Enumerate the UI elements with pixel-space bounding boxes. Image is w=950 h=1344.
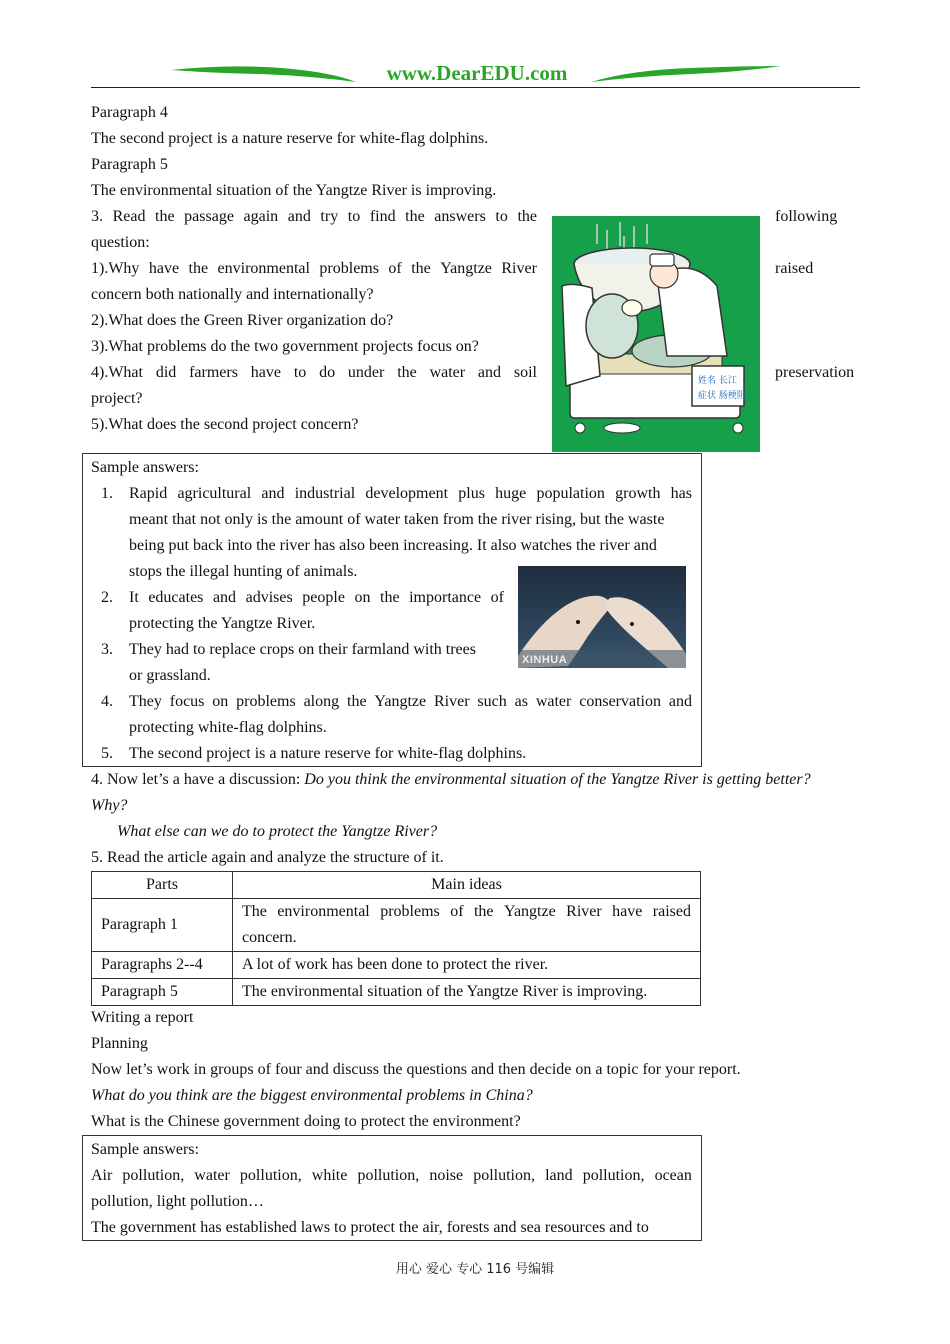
word: of <box>388 260 402 277</box>
word: It <box>129 589 139 606</box>
paragraph-text: The second project is a nature reserve for white-flag dolphins. <box>91 130 489 147</box>
word: water <box>535 693 572 710</box>
sample-answers-box-2 <box>82 1135 702 1241</box>
word: noise <box>429 1167 464 1184</box>
word: people <box>302 589 345 606</box>
word: and <box>261 485 285 502</box>
writing-subtitle: Planning <box>91 1035 148 1052</box>
word: and <box>477 364 502 381</box>
site-logo[interactable]: www.DearEDU.com <box>386 61 568 85</box>
answer-1-line: stops the illegal hunting of animals. <box>129 563 358 580</box>
word: environmental <box>217 260 310 277</box>
word: to <box>293 364 307 381</box>
cartoon-illustration-icon <box>552 216 760 452</box>
word: soil <box>513 364 537 381</box>
question-2: 2).What does the Green River organization do? <box>91 312 394 329</box>
word: have <box>250 364 281 381</box>
column-header-main-ideas: Main ideas <box>233 872 701 899</box>
word: conservation <box>579 693 661 710</box>
word: to <box>495 208 508 225</box>
table-cell-part: Paragraph 5 <box>92 979 233 1006</box>
word: pollution, <box>582 1167 645 1184</box>
word: Yangtze <box>440 260 492 277</box>
answer-number: 5. <box>101 745 113 762</box>
word: the <box>405 208 425 225</box>
question-1-cont: concern both nationally and internationally? <box>91 286 374 303</box>
word: on <box>212 693 229 710</box>
svg-text:症状 肠梗阻: 症状 肠梗阻 <box>698 391 746 401</box>
word: answers <box>434 208 486 225</box>
sample-answers-title: Sample answers: <box>91 1141 199 1158</box>
answer-4-line <box>129 689 692 715</box>
question-4 <box>91 360 537 386</box>
word: passage <box>184 208 234 225</box>
page-footer: 用心 爱心 专心 116 号编辑 <box>395 1262 555 1277</box>
word: water <box>194 1167 230 1184</box>
word: as <box>514 693 528 710</box>
word: such <box>477 693 507 710</box>
word: pollution, <box>357 1167 420 1184</box>
word: development <box>365 485 449 502</box>
structure-table <box>91 871 701 1006</box>
answer-1-line: being put back into the river has also been increasing. It also watches the river and <box>129 537 657 554</box>
task5-instruction: 5. Read the article again and analyze the structure of it. <box>91 849 444 866</box>
answer-3-line: or grassland. <box>129 667 211 684</box>
word: find <box>369 208 396 225</box>
table-cell-part: Paragraph 1 <box>92 899 233 952</box>
yangtze-patient-cartoon <box>552 216 760 452</box>
paragraph-label: Paragraph 5 <box>91 156 168 173</box>
header-divider <box>91 87 860 89</box>
pollution-list-line: pollution, light pollution… <box>91 1193 264 1210</box>
task4-why: Why? <box>91 797 128 814</box>
answer-2-line: protecting the Yangtze River. <box>129 615 316 632</box>
task4-discussion <box>91 767 811 793</box>
word: again <box>243 208 279 225</box>
answer-4-line: protecting white-flag dolphins. <box>129 719 327 736</box>
word: plus <box>458 485 485 502</box>
word: educates <box>148 589 204 606</box>
word: problems <box>236 693 296 710</box>
word: Read <box>112 208 146 225</box>
table-cell-idea: The environmental situation of the Yangtze River is improving. <box>233 979 701 1006</box>
question-4-end: preservation <box>775 364 855 381</box>
pollution-list-line <box>91 1163 692 1189</box>
word: farmers <box>189 364 238 381</box>
table-cell-part: Paragraphs 2--4 <box>92 952 233 979</box>
word: pollution, <box>122 1167 185 1184</box>
word: Yangtze <box>503 903 556 920</box>
word: and <box>668 693 692 710</box>
writing-question-1: What do you think are the biggest environmental problems in China? <box>91 1087 533 1104</box>
word: Yangtze <box>374 693 427 710</box>
word: agricultural <box>177 485 252 502</box>
paragraph-label: Paragraph 4 <box>91 104 168 121</box>
word: water <box>429 364 466 381</box>
question-4-cont: project? <box>91 390 143 407</box>
answer-number: 4. <box>101 693 113 710</box>
word: ocean <box>654 1167 692 1184</box>
sample-answers-title: Sample answers: <box>91 459 199 476</box>
word: the <box>517 208 537 225</box>
word: the <box>380 589 400 606</box>
word: have <box>148 260 180 277</box>
answer-3-line: They had to replace crops on their farmland with trees <box>129 641 476 658</box>
answer-1-line: meant that not only is the amount of water taken from the river rising, but the waste <box>129 511 665 528</box>
page-header <box>91 62 860 88</box>
word: the <box>155 208 175 225</box>
word: did <box>155 364 177 381</box>
question-1 <box>91 256 537 282</box>
word: pollution, <box>473 1167 535 1184</box>
word: to <box>347 208 361 225</box>
svg-text:姓名 长江: 姓名 长江 <box>698 376 737 386</box>
table-row <box>92 979 701 1006</box>
word: environmental <box>277 903 370 920</box>
word: problems <box>380 903 440 920</box>
answer-number: 1. <box>101 485 113 502</box>
answer-5-line: The second project is a nature reserve for white-flag dolphins. <box>129 745 527 762</box>
writing-question-2: What is the Chinese government doing to protect the environment? <box>91 1113 521 1130</box>
word: under <box>347 364 385 381</box>
word: the <box>347 693 367 710</box>
paragraph-text: The environmental situation of the Yangtze River is improving. <box>91 182 497 199</box>
photo-credit: XINHUA <box>522 654 568 666</box>
table-cell-idea: The environmental problems of the Yangtze River have raised concern. <box>233 899 701 952</box>
answer-2-line <box>129 585 504 611</box>
word: They <box>129 693 162 710</box>
task4-question: Do you think the environmental situation of the Yangtze River is getting better? <box>304 771 811 788</box>
word: of <box>490 589 504 606</box>
word: the <box>473 903 494 920</box>
question-1-end: raised <box>775 260 814 277</box>
word: white <box>311 1167 348 1184</box>
word: of <box>450 903 464 920</box>
word: do <box>319 364 336 381</box>
word: pollution, <box>239 1167 302 1184</box>
word: focus <box>169 693 205 710</box>
question-5: 5).What does the second project concern? <box>91 416 359 433</box>
word: 1).Why <box>91 260 140 277</box>
answer-number: 3. <box>101 641 113 658</box>
word: River <box>566 903 602 920</box>
word: on <box>354 589 371 606</box>
word: try <box>320 208 339 225</box>
column-header-parts: Parts <box>92 872 233 899</box>
question-3: 3).What problems do the two government projects focus on? <box>91 338 479 355</box>
task3-instruction <box>91 204 537 230</box>
word: The <box>242 903 267 920</box>
word: Rapid <box>129 485 168 502</box>
task3-instruction-cont: question: <box>91 234 150 251</box>
word: River <box>501 260 537 277</box>
word: advises <box>245 589 293 606</box>
word: and <box>287 208 311 225</box>
table-cell-idea: A lot of work has been done to protect the river. <box>233 952 701 979</box>
word: huge <box>495 485 527 502</box>
word: and <box>212 589 237 606</box>
table-row <box>92 952 701 979</box>
word: 3. <box>91 208 103 225</box>
word: has <box>670 485 692 502</box>
answer-1-line <box>129 481 692 507</box>
word: growth <box>615 485 661 502</box>
word: the <box>188 260 209 277</box>
dolphin-illustration-icon <box>518 566 686 668</box>
writing-title: Writing a report <box>91 1009 194 1026</box>
word: land <box>545 1167 573 1184</box>
table-header-row <box>92 872 701 899</box>
word: importance <box>409 589 482 606</box>
task3-instruction-end: following <box>775 208 838 225</box>
word: River <box>434 693 470 710</box>
task4-followup: What else can we do to protect the Yangtze River? <box>117 823 438 840</box>
word: population <box>536 485 605 502</box>
word: industrial <box>294 485 356 502</box>
table-row <box>92 899 701 952</box>
word: have <box>612 903 643 920</box>
word: Air <box>91 1167 113 1184</box>
word: raised <box>652 903 691 920</box>
word: the <box>397 364 417 381</box>
word: 4).What <box>91 364 143 381</box>
answer-number: 2. <box>101 589 113 606</box>
word: problems <box>319 260 379 277</box>
word: the <box>411 260 431 277</box>
white-flag-dolphin-photo <box>518 566 686 668</box>
word: along <box>303 693 340 710</box>
government-action-line: The government has established laws to protect the air, forests and sea resources and to <box>91 1219 649 1236</box>
writing-instruction: Now let’s work in groups of four and discuss the questions and then decide on a topic for your report. <box>91 1061 741 1078</box>
task4-prefix: 4. Now let’s a have a discussion: <box>91 771 305 788</box>
